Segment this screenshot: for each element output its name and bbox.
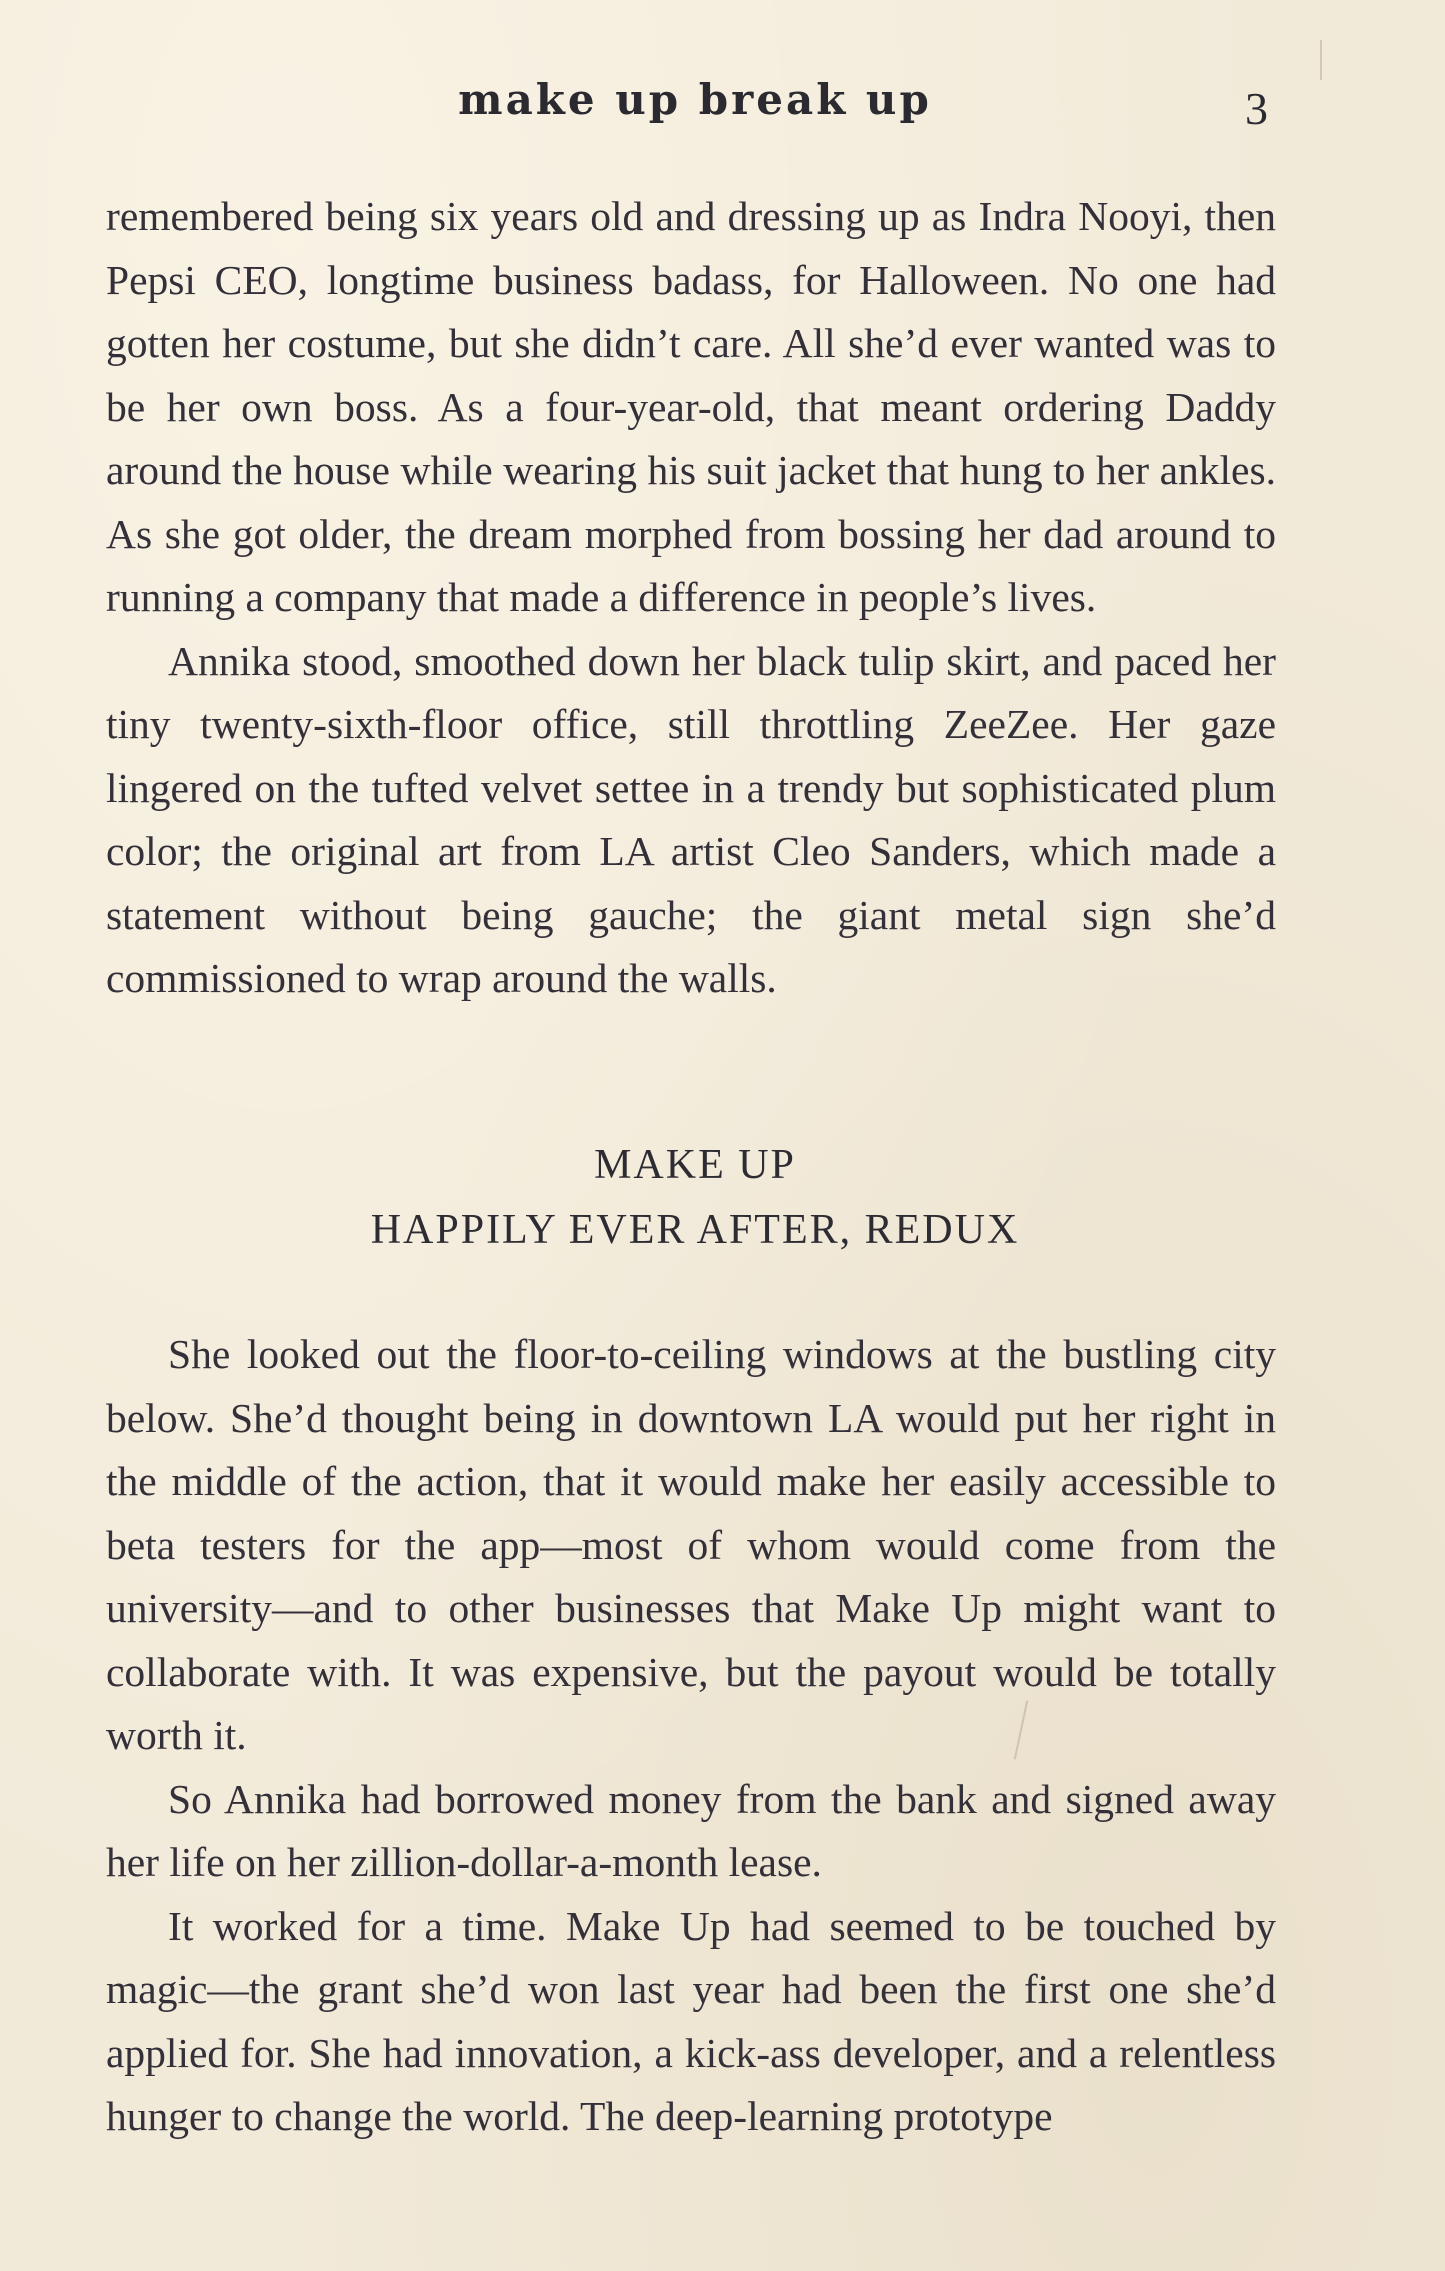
paragraph: remembered being six years old and dressing up as Indra Nooyi, then Pepsi CEO, longtime business badass, for Halloween. No one had gotten her costume, but she didn’t care. All she’d ever wanted was to be her own boss. As a four-year-old, that meant ordering Daddy around the house while wearing his suit jacket that hung to her ankles. As she got older, the dream morphed from bossing her dad around to running a company that made a difference in people’s lives. [106,193,1276,620]
sign-text-line-1: MAKE UP [594,1142,796,1188]
paragraph: She looked out the floor-to-ceiling windows at the bustling city below. She’d thought being in downtown LA would put her right in the middle of the action, that it would make her easily accessible to beta testers for the app—most of whom would come from the university—and to other businesses that Make Up might want to collaborate with. It was expensive, but the payout would be totally worth it. [106,1331,1276,1758]
running-head: make up break up [458,75,932,124]
paper-crease [1320,40,1322,80]
sign-text-line-2: HAPPILY EVER AFTER, REDUX [370,1207,1020,1253]
page-number: 3 [1245,83,1268,134]
body-text-top [106,185,1276,1011]
paragraph: It worked for a time. Make Up had seemed to be touched by magic—the grant she’d won last year had been the first one she’d applied for. She had innovation, a kick-ass developer, and a relentless hunger to change the world. The deep-learning prototype [106,1902,1276,2139]
body-text-bottom [106,1323,1276,2149]
paragraph: Annika stood, smoothed down her black tulip skirt, and paced her tiny twenty-sixth-floor office, still throttling ZeeZee. Her gaze lingered on the tufted velvet settee in a trendy but sophisticated plum color; the original art from LA artist Cleo Sanders, which made a statement without being gauche; the giant metal sign she’d commissioned to wrap around the walls. [106,637,1276,1001]
paragraph: So Annika had borrowed money from the bank and signed away her life on her zillion-dollar-a-month lease. [106,1775,1276,1885]
